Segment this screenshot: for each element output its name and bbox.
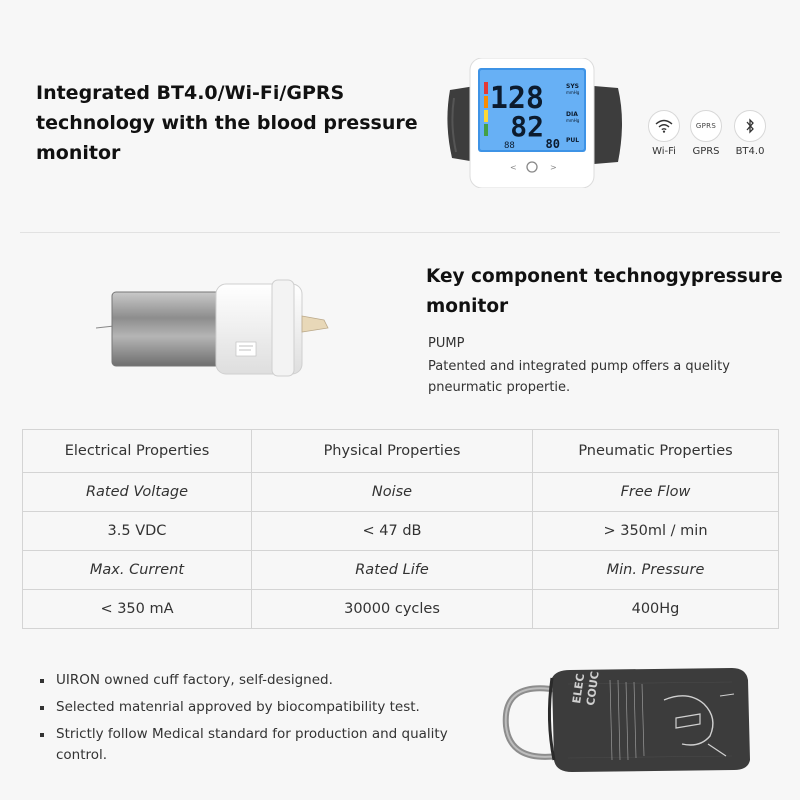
cuff-brand-text: ELEC [570, 672, 588, 705]
dia-unit: mmHg [566, 118, 580, 123]
table-cell: < 47 dB [252, 512, 533, 551]
table-cell: Free Flow [533, 473, 779, 512]
pul-label: PUL [566, 137, 580, 144]
bluetooth-label: BT4.0 [735, 146, 765, 157]
table-header-cell: Electrical Properties [23, 430, 252, 473]
table-row [23, 512, 779, 551]
table-cell: Min. Pressure [533, 551, 779, 590]
cuff-feature-list [40, 670, 480, 772]
left-arrow-icon: < [510, 163, 517, 172]
table-header-cell: Physical Properties [252, 430, 533, 473]
table-cell: 30000 cycles [252, 590, 533, 629]
pump-spec-table [22, 429, 779, 629]
key-component-title: Key component technogypressure monitor [426, 266, 783, 317]
gprs-label: GPRS [692, 146, 720, 157]
air-pump-image [96, 262, 346, 382]
table-row [23, 590, 779, 629]
table-header-cell: Pneumatic Properties [533, 430, 779, 473]
table-cell: Max. Current [23, 551, 252, 590]
section-divider [20, 232, 780, 233]
bp-cuff-image [496, 664, 762, 774]
gprs-glyph: GPRS [695, 122, 717, 130]
wifi-icon [648, 110, 680, 142]
list-item [40, 724, 480, 766]
dia-label: DIA [566, 111, 578, 118]
cuff-brand-text-2: COUC [584, 670, 602, 707]
right-arrow-icon: > [550, 163, 557, 172]
connectivity-headline: Integrated BT4.0/Wi-Fi/GPRS technology with the blood pressure monitor [36, 82, 418, 164]
list-item-text: Strictly follow Medical standard for production and quality control. [56, 726, 448, 763]
list-item [40, 670, 480, 691]
list-item-text: Selected matenrial approved by biocompatibility test. [56, 699, 420, 715]
bullet-icon [40, 733, 44, 737]
bullet-icon [40, 706, 44, 710]
table-cell: 400Hg [533, 590, 779, 629]
gprs-icon [690, 110, 722, 142]
sys-unit: mmHg [566, 90, 580, 95]
gprs-item [686, 110, 726, 157]
list-item-text: UIRON owned cuff factory, self-designed. [56, 672, 333, 688]
bluetooth-icon [734, 110, 766, 142]
table-cell: 3.5 VDC [23, 512, 252, 551]
pulse-reading: 80 [545, 137, 560, 151]
table-cell: Noise [252, 473, 533, 512]
table-cell: Rated Life [252, 551, 533, 590]
wifi-label: Wi-Fi [652, 146, 676, 157]
pump-description: Patented and integrated pump offers a quelity pneurmatic propertie. [428, 359, 730, 395]
dia-reading: 82 [510, 110, 544, 143]
table-cell: Rated Voltage [23, 473, 252, 512]
sys-reading: 128 [489, 81, 544, 116]
pump-label: PUMP [428, 336, 465, 351]
sys-label: SYS [566, 83, 579, 90]
table-cell: < 350 mA [23, 590, 252, 629]
bluetooth-item [730, 110, 770, 157]
bp-monitor-banner [0, 0, 800, 232]
list-item [40, 697, 480, 718]
table-row [23, 473, 779, 512]
table-header-row [23, 430, 779, 473]
memory-reading: 88 [504, 141, 515, 151]
connectivity-icons [644, 110, 774, 160]
bullet-icon [40, 679, 44, 683]
table-cell: > 350ml / min [533, 512, 779, 551]
bp-monitor-image [440, 58, 630, 188]
wifi-item [644, 110, 684, 157]
table-row [23, 551, 779, 590]
